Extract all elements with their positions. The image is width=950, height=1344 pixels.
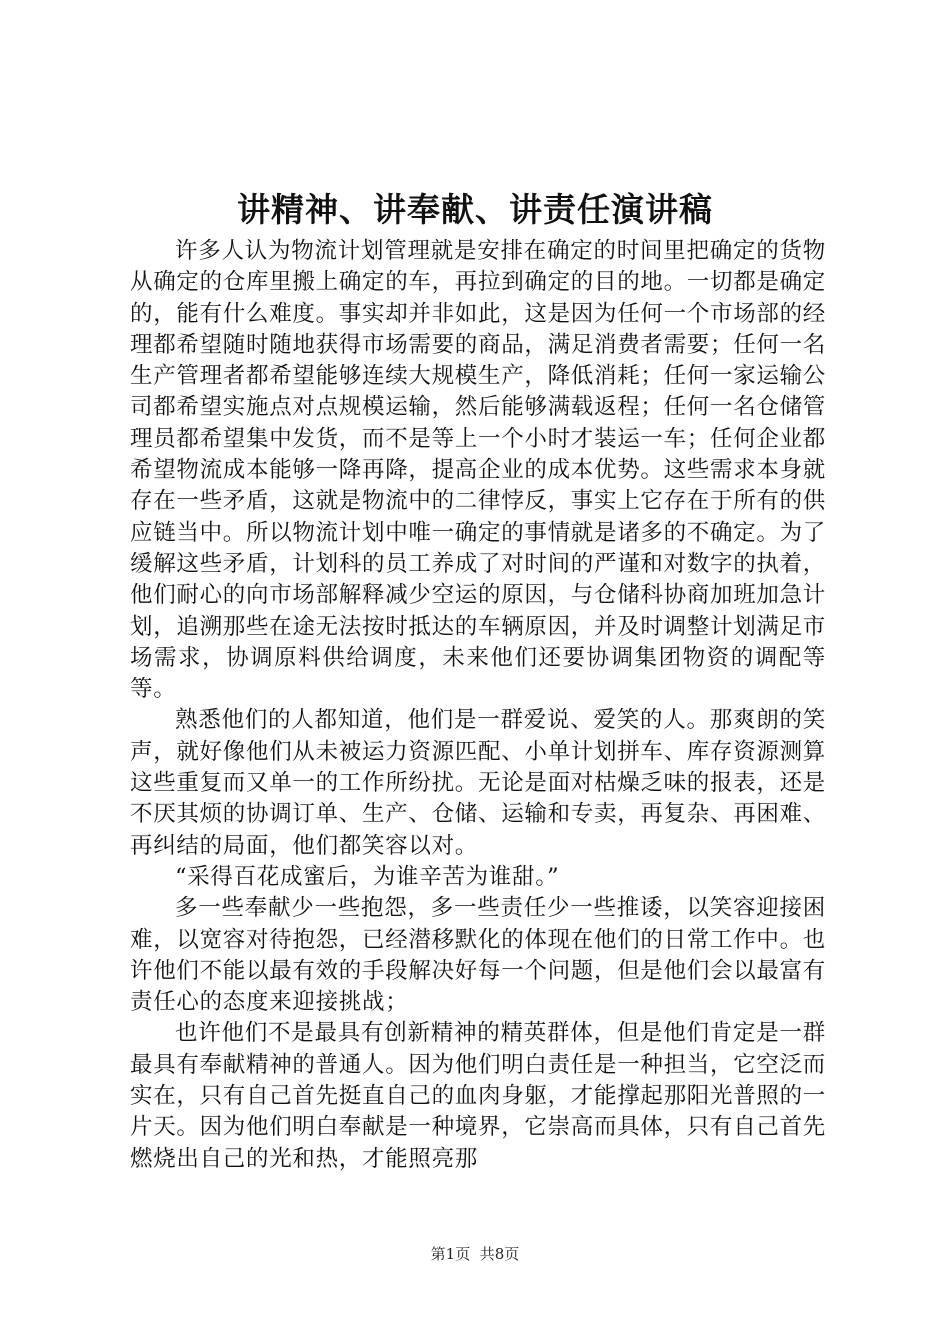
page-footer bbox=[0, 1243, 950, 1265]
paragraph-responsibility: 也许他们不是最具有创新精神的精英群体，但是他们肯定是一群最具有奉献精神的普通人。因为他们明白责任是一种担当，它空泛而实在，只有自己首先挺直自己的血肉身躯，才能撑起那阳光普照的一片天。因为他们明白奉献是一种境界，它崇高而具体，只有自己首先燃烧出自己的光和热，才能照亮那 bbox=[130, 1020, 827, 1172]
page-total: 共8页 bbox=[479, 1245, 520, 1263]
document-body bbox=[130, 236, 826, 1175]
paragraph-logistics-planning: 许多人认为物流计划管理就是安排在确定的时间里把确定的货物从确定的仓库里搬上确定的车，再拉到确定的目的地。一切都是确定的，能有什么难度。事实却并非如此，这是因为任何一个市场部的经理都希望随时随地获得市场需要的商品，满足消费者需要；任何一名生产管理者都希望能够连续大规模生产，降低消耗；任何一家运输公司都希望实施点对点规模运输，然后能够满载返程；任何一名仓储管理员都希望集中发货，而不是等上一个小时才装运一车；任何企业都希望物流成本能够一降再降，提高企业的成本优势。这些需求本身就存在一些矛盾，这就是物流中的二律悖反，事实上它存在于所有的供应链当中。所以物流计划中唯一确定的事情就是诸多的不确定。为了缓解这些矛盾，计划科的员工养成了对时间的严谨和对数字的执着，他们耐心的向市场部解释减少空运的原因，与仓储科协商加班加急计划，追溯那些在途无法按时抵达的车辆原因，并及时调整计划满足市场需求，协调原料供给调度，未来他们还要协调集团物资的调配等等。 bbox=[130, 238, 827, 703]
document-title: 讲精神、讲奉献、讲责任演讲稿 bbox=[237, 190, 713, 229]
page-number: 第1页 bbox=[430, 1245, 471, 1263]
paragraph-dedication: 多一些奉献少一些抱怨，多一些责任少一些推诿，以笑容迎接困难，以宽容对待抱怨，已经潜移默化的体现在他们的日常工作中。也许他们不能以最有效的手段解决好每一个问题，但是他们会以最富有责任心的态度来迎接挑战； bbox=[130, 895, 827, 1016]
paragraph-laughing-team: 熟悉他们的人都知道，他们是一群爱说、爱笑的人。那爽朗的笑声，就好像他们从未被运力资源匹配、小单计划拼车、库存资源测算这些重复而又单一的工作所纷扰。无论是面对枯燥乏味的报表，还是不厌其烦的协调订单、生产、仓储、运输和专卖，再复杂、再困难、再纠结的局面，他们都笑容以对。 bbox=[130, 707, 827, 859]
paragraph-quote: “采得百花成蜜后，为谁辛苦为谁甜。” bbox=[175, 863, 560, 890]
